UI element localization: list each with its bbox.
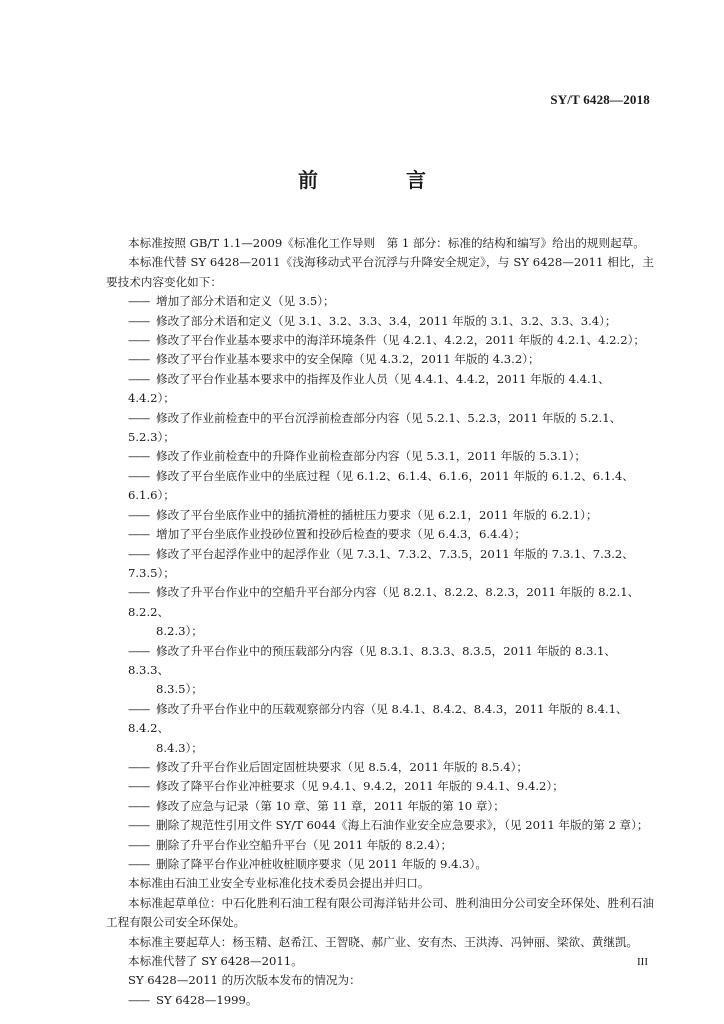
list-item-text: 修改了升平台作业中的预压载部分内容（见 8.3.1、8.3.3、8.3.5，2011 年版的 8.3.1、8.3.3、 [128, 643, 616, 677]
dash-marker: —— [128, 857, 150, 871]
page-number: III [637, 956, 648, 968]
list-item-text: 删除了升平台作业空船升平台（见 2011 年版的 8.2.4）； [156, 837, 453, 852]
list-item [106, 409, 654, 448]
list-item [106, 700, 654, 758]
paragraph-drafters: 本标准主要起草人：杨玉精、赵希江、王智晓、郝广业、安有杰、王洪涛、冯钟丽、梁欲、黄继凯。 [128, 934, 639, 949]
list-item [106, 855, 654, 874]
list-item [106, 525, 654, 544]
list-item [106, 467, 654, 506]
paragraph-replaces: 本标准代替了 SY 6428—2011。 [128, 954, 303, 969]
list-item-text: 修改了平台作业基本要求中的指挥及作业人员（见 4.4.1、4.4.2，2011 年版的 4.4.1、4.4.2）； [128, 371, 610, 406]
dash-marker: —— [128, 585, 150, 600]
dash-marker: —— [128, 779, 150, 794]
paragraph-replacement-summary: 本标准代替 SY 6428—2011《浅海移动式平台沉浮与升降安全规定》，与 SY 6428—2011 相比，主要技术内容变化如下： [106, 255, 654, 289]
list-item-continuation: 8.4.3）； [156, 740, 203, 755]
dash-marker: —— [128, 818, 150, 833]
dash-marker: —— [128, 507, 150, 522]
list-item-text: 修改了平台坐底作业中的插抗滑桩的插桩压力要求（见 6.2.1，2011 年版的 6.2.1）； [156, 507, 598, 522]
list-item-text: 增加了部分术语和定义（见 3.5）； [156, 294, 335, 309]
list-item-text: 删除了规范性引用文件 SY/T 6044《海上石油作业安全应急要求》，（见 2011 年版的第 2 章）； [156, 818, 649, 833]
paragraph-drafting-rules: 本标准按照 GB/T 1.1—2009《标准化工作导则 第 1 部分：标准的结构和编写》给出的规则起草。 [128, 236, 645, 250]
list-item-text: 增加了平台坐底作业投砂位置和投砂后检查的要求（见 6.4.3，6.4.4）； [156, 527, 526, 542]
list-item [106, 506, 654, 525]
list-item [106, 758, 654, 777]
list-item [106, 991, 654, 1010]
list-item [106, 816, 654, 835]
list-item [106, 583, 654, 641]
list-item [106, 836, 654, 855]
list-item [106, 292, 654, 311]
list-item-text: 修改了降平台作业冲桩要求（见 9.4.1、9.4.2，2011 年版的 9.4.1、9.4.2）； [156, 779, 564, 794]
standard-number: SY/T 6428—2018 [550, 92, 650, 107]
list-item [106, 642, 654, 700]
dash-marker: —— [128, 294, 150, 309]
dash-marker: —— [128, 468, 150, 483]
history-list [106, 991, 654, 1010]
list-item-text: 修改了平台作业基本要求中的海洋环境条件（见 4.2.1、4.2.2，2011 年版的 4.2.1、4.2.2）； [156, 333, 645, 348]
list-item-text: 修改了升平台作业后固定固桩块要求（见 8.5.4，2011 年版的 8.5.4）； [156, 759, 529, 774]
list-item-text: 修改了平台坐底作业中的坐底过程（见 6.1.2、6.1.4、6.1.6，2011 年版的 6.1.2、6.1.4、6.1.6）； [128, 468, 634, 503]
list-item-continuation: 8.2.3）； [156, 624, 203, 639]
list-item [106, 797, 654, 816]
list-item-text: 修改了应急与记录（第 10 章、第 11 章，2011 年版的第 10 章）； [156, 798, 505, 813]
changes-list [106, 292, 654, 874]
list-item [106, 350, 654, 369]
list-item-text: 修改了作业前检查中的升降作业前检查部分内容（见 5.3.1，2011 年版的 5.3.1）； [156, 449, 586, 464]
dash-marker: —— [128, 798, 150, 813]
list-item-text: 修改了作业前检查中的平台沉浮前检查部分内容（见 5.2.1、5.2.3，2011 年版的 5.2.1、5.2.3）； [128, 410, 622, 445]
dash-marker: —— [128, 643, 150, 658]
list-item [106, 545, 654, 584]
dash-marker: —— [128, 837, 150, 852]
list-item [106, 777, 654, 796]
dash-marker: —— [128, 701, 150, 716]
document-body [106, 234, 654, 1010]
paragraph-proposer: 本标准由石油工业安全专业标准化技术委员会提出并归口。 [128, 876, 430, 891]
dash-marker: —— [128, 410, 150, 425]
dash-marker: —— [128, 527, 150, 542]
dash-marker: —— [128, 759, 150, 774]
paragraph-history-intro: SY 6428—2011 的历次版本发布的情况为： [128, 973, 361, 988]
list-item [106, 312, 654, 331]
list-item-text: 删除了降平台作业冲桩收桩顺序要求（见 2011 年版的 9.4.3）。 [156, 857, 487, 871]
dash-marker: —— [128, 546, 150, 561]
list-item-text: SY 6428—1999。 [156, 992, 258, 1007]
list-item-text: 修改了升平台作业中的压载观察部分内容（见 8.4.1、8.4.2、8.4.3，2011 年版的 8.4.1、8.4.2、 [128, 701, 628, 736]
list-item [106, 447, 654, 466]
dash-marker: —— [128, 371, 150, 386]
list-item-text: 修改了部分术语和定义（见 3.1、3.2、3.3、3.4，2011 年版的 3.1、3.2、3.3、3.4）； [156, 313, 617, 328]
list-item [106, 370, 654, 409]
dash-marker: —— [128, 333, 150, 348]
dash-marker: —— [128, 992, 150, 1007]
list-item-text: 修改了平台起浮作业中的起浮作业（见 7.3.1、7.3.2、7.3.5，2011 年版的 7.3.1、7.3.2、7.3.5）； [128, 546, 634, 580]
dash-marker: —— [128, 449, 150, 464]
list-item [106, 331, 654, 350]
list-item-text: 修改了升平台作业中的空船升平台部分内容（见 8.2.1、8.2.2、8.2.3，2011 年版的 8.2.1、8.2.2、 [128, 585, 640, 619]
dash-marker: —— [128, 313, 150, 328]
dash-marker: —— [128, 352, 150, 367]
list-item-continuation: 8.3.5）； [156, 682, 203, 697]
list-item-text: 修改了平台作业基本要求中的安全保障（见 4.3.2，2011 年版的 4.3.2）； [156, 352, 540, 367]
page-title: 前 言 [298, 168, 460, 192]
paragraph-drafting-units: 本标准起草单位：中石化胜利石油工程有限公司海洋钻井公司、胜利油田分公司安全环保处、胜利石油工程有限公司安全环保处。 [106, 895, 654, 930]
